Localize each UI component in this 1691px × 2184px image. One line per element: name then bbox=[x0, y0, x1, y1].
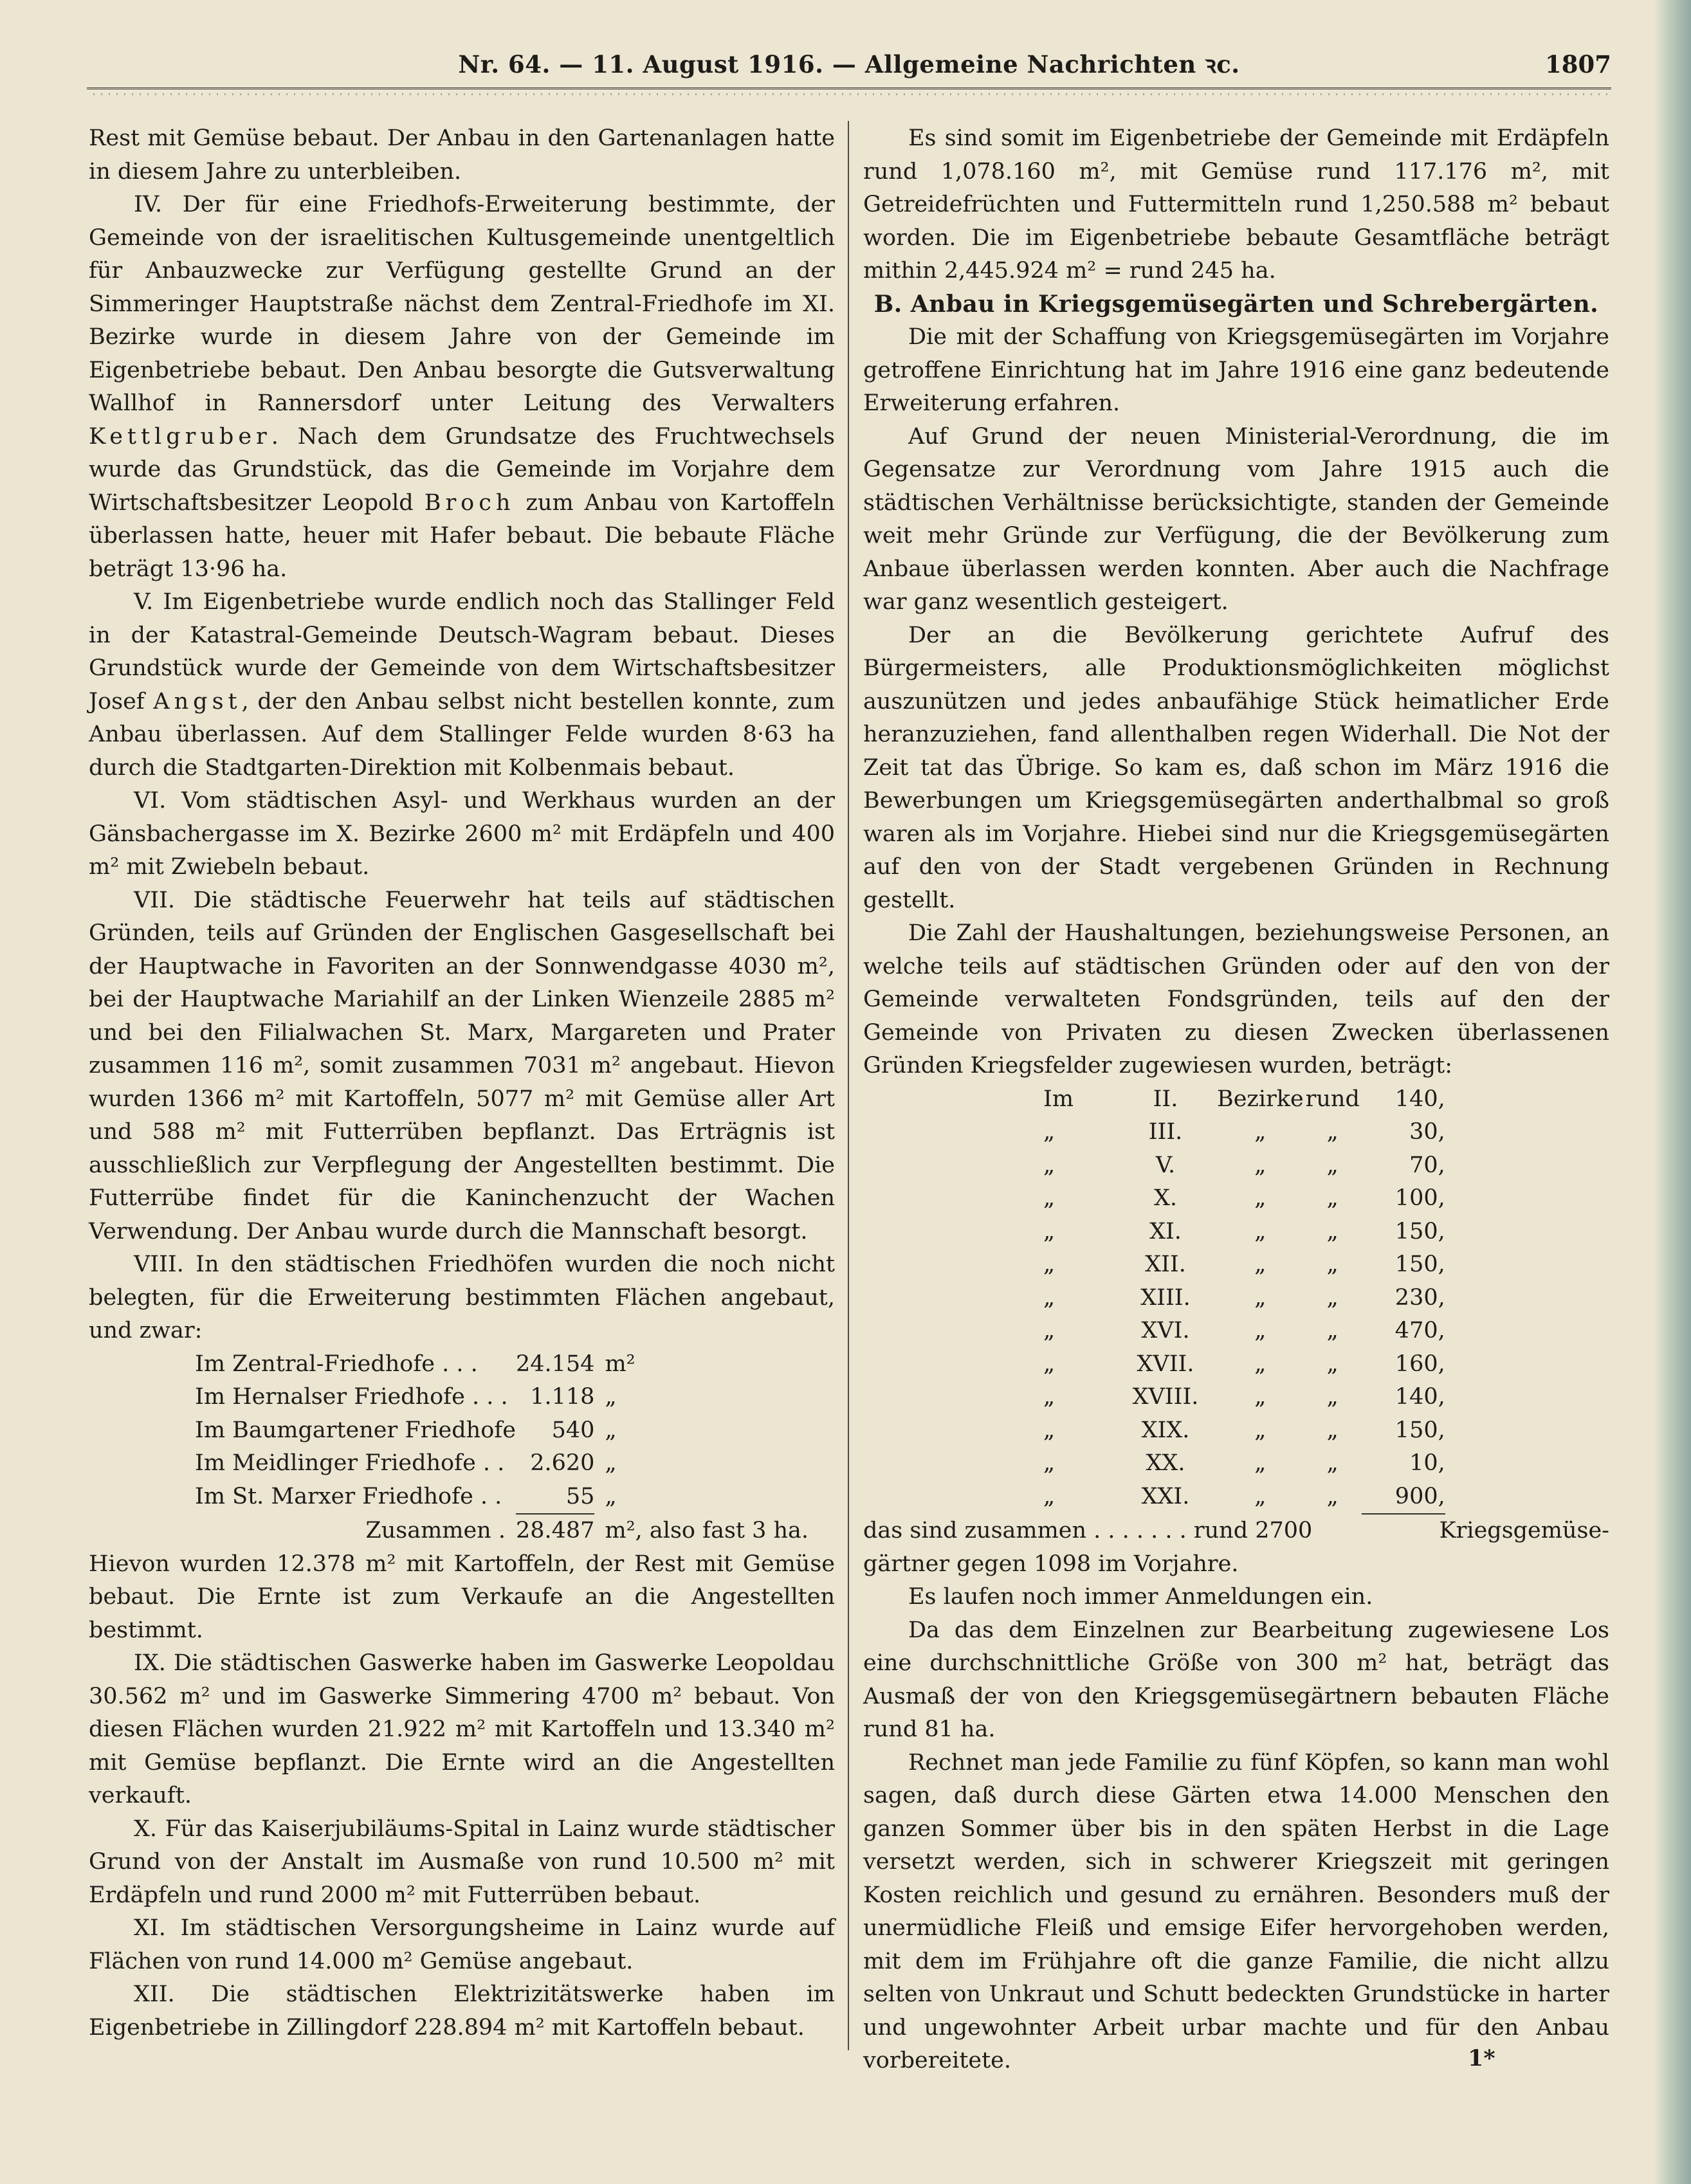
paragraph-vii: VII. Die städtische Feuerwehr hat teils auf städtischen Gründen, teils auf Gründen der Englischen Gasgesellschaft bei der Hauptwache in Favoriten an der Sonnwendgasse 4030 m², bei der Hauptwache Mariahilf an der Linken Wienzeile 2885 m² und bei den Filialwachen St. Marx, Margareten und Prater zusammen 116 m², somit zusammen 7031 m² angebaut. Hievon wurden 1366 m² mit Kartoffeln, 5077 m² mit Gemüse aller Art und 588 m² mit Futterrüben bepflanzt. Das Erträgnis ist ausschließlich zur Verpflegung der Angestellten bestimmt. Die Futterrübe findet für die Kaninchenzucht der Wachen Verwendung. Der Anbau wurde durch die Mannschaft besorgt. bbox=[89, 887, 835, 1244]
paragraph: Da das dem Einzelnen zur Bearbeitung zugewiesene Los eine durchschnittliche Größe von 300 m² hat, beträgt das Ausmaß der von den Kriegsgemüsegärtnern bebauten Fläche rund 81 ha. bbox=[863, 1617, 1609, 1742]
person-name: Angst bbox=[153, 688, 242, 714]
table-row: „ XI. „ „ 150, bbox=[1043, 1218, 1445, 1244]
header-rule bbox=[87, 87, 1611, 96]
sum-line bbox=[863, 1515, 1609, 1548]
paragraph: Es sind somit im Eigenbetriebe der Gemeinde mit Erdäpfeln rund 1,078.160 m², mit Gemüse rund 117.176 m², mit Getreidefrüchten und Futtermitteln rund 1,250.588 m² bebaut worden. Die im Eigenbetriebe bebaute Gesamtfläche beträgt mithin 2,445.924 m² = rund 245 ha. bbox=[863, 125, 1609, 284]
table-row: „ XVIII. „ „ 140, bbox=[1043, 1384, 1445, 1410]
friedhof-table bbox=[195, 1348, 809, 1548]
paragraph: Es laufen noch immer Anmeldungen ein. bbox=[908, 1584, 1373, 1610]
paragraph-xi: XI. Im städtischen Versorgungsheime in Lainz wurde auf Flächen von rund 14.000 m² Gemüse angebaut. bbox=[89, 1915, 835, 1974]
table-row: Im II. Bezirke rund 140, bbox=[1043, 1086, 1445, 1112]
table-row: Im Zentral-Friedhofe . . . 24.154 m² bbox=[195, 1351, 635, 1377]
sum-text: das sind zusammen . . . . . . . rund 2700 bbox=[863, 1518, 1313, 1543]
paragraph: Auf Grund der neuen Ministerial-Verordnung, die im Gegensatze zur Verordnung vom Jahre 1915 auch die städtischen Verhältnisse berücksichtigte, standen der Gemeinde weit mehr Gründe zur Verfügung, die der Bevölkerung zum Anbaue überlassen werden konnten. Aber auch die Nachfrage war ganz wesentlich gesteigert. bbox=[863, 423, 1609, 615]
paragraph-v: V. Im Eigenbetriebe wurde endlich noch das Stallinger Feld in der Katastral-Gemeinde Deutsch-Wagram bebaut. Dieses Grundstück wurde der Gemeinde von dem Wirtschaftsbesitzer Josef Angst, der den Anbau selbst nicht bestellen konnte, zum Anbau überlassen. Auf dem Stallinger Felde wurden 8·63 ha durch die Stadtgarten-Direktion mit Kolbenmais bebaut. bbox=[89, 589, 835, 781]
section-heading: B. Anbau in Kriegsgemüsegärten und Schrebergärten. bbox=[873, 290, 1599, 318]
table-row: „ XVII. „ „ 160, bbox=[1043, 1351, 1445, 1377]
paragraph: Rest mit Gemüse bebaut. Der Anbau in den Gartenanlagen hatte in diesem Jahre zu unterbleiben. bbox=[89, 125, 835, 185]
table-row: „ XXI. „ „ 900, bbox=[1043, 1480, 1445, 1515]
page-header bbox=[87, 48, 1611, 80]
paragraph: Die mit der Schaffung von Kriegsgemüsegärten im Vorjahre getroffene Einrichtung hat im Jahre 1916 eine ganz bedeutende Erweiterung erfahren. bbox=[863, 324, 1609, 416]
paragraph-x: X. Für das Kaiserjubiläums-Spital in Lainz wurde städtischer Grund von der Anstalt im Ausmaße von rund 10.500 m² mit Erdäpfeln und rund 2000 m² mit Futterrüben bebaut. bbox=[89, 1815, 835, 1908]
header-title: Nr. 64. — 11. August 1916. — Allgemeine Nachrichten ꝛc. bbox=[458, 50, 1240, 78]
paragraph: Rechnet man jede Familie zu fünf Köpfen, so kann man wohl sagen, daß durch diese Gärten etwa 14.000 Menschen den ganzen Sommer über bis in den späten Herbst in die Lage versetzt werden, sich in schwerer Kriegszeit mit geringen Kosten reichlich und gesund zu ernähren. Besonders muß der unermüdliche Fleiß und emsige Eifer hervorgehoben werden, mit dem im Frühjahre oft die ganze Familie, die nicht allzu selten von Unkraut und Schutt bedeckten Grundstücke in harter und ungewohnter Arbeit urbar machte und für den Anbau vorbereitete. bbox=[863, 1749, 1609, 2073]
paragraph-xii: XII. Die städtischen Elektrizitätswerke haben im Eigenbetriebe in Zillingdorf 228.894 m² mit Kartoffeln bebaut. bbox=[89, 1981, 835, 2041]
paragraph: Der an die Bevölkerung gerichtete Aufruf des Bürgermeisters, alle Produktionsmöglichkeiten möglichst auszunützen und jedes anbaufähige Stück heimatlicher Erde heranzuziehen, fand allenthalben regen Widerhall. Die Not der Zeit tat das Übrige. So kam es, daß schon im März 1916 die Bewerbungen um Kriegsgemüsegärten anderthalbmal so groß waren als im Vorjahre. Hiebei sind nur die Kriegsgemüsegärten auf den von der Stadt vergebenen Gründen in Rechnung gestellt. bbox=[863, 622, 1609, 913]
table-row: „ V. „ „ 70, bbox=[1043, 1152, 1445, 1178]
paragraph-viii: VIII. In den städtischen Friedhöfen wurden die noch nicht belegten, für die Erweiterung bestimmten Flächen angebaut, und zwar: bbox=[89, 1251, 835, 1343]
signature-mark: 1* bbox=[1468, 2045, 1495, 2071]
paragraph-vi: VI. Vom städtischen Asyl- und Werkhaus wurden an der Gänsbachergasse im X. Bezirke 2600 m² mit Erdäpfeln und 400 m² mit Zwiebeln bebaut. bbox=[89, 788, 835, 880]
table-row: „ XX. „ „ 10, bbox=[1043, 1450, 1445, 1476]
right-column bbox=[863, 122, 1609, 2078]
table-row: Im Hernalser Friedhofe . . . 1.118 „ bbox=[195, 1384, 617, 1410]
table-sum-row: Zusammen . 28.487 m², also fast 3 ha. bbox=[195, 1514, 809, 1548]
person-name: Kettlgruber bbox=[89, 423, 271, 450]
table-row: „ X. „ „ 100, bbox=[1043, 1185, 1445, 1211]
page-number: 1807 bbox=[1545, 50, 1611, 78]
table-row: „ XVI. „ „ 470, bbox=[1043, 1318, 1445, 1343]
table-row: „ III. „ „ 30, bbox=[1043, 1119, 1445, 1145]
paragraph: Die Zahl der Haushaltungen, beziehungsweise Personen, an welche teils auf städtischen Gründen oder auf den von der Gemeinde verwalteten Fondsgründen, teils auf den der Gemeinde von Privaten zu diesen Zwecken überlassenen Gründen Kriegsfelder zugewiesen wurden, beträgt: bbox=[863, 920, 1609, 1078]
table-row: „ XII. „ „ 150, bbox=[1043, 1251, 1445, 1277]
person-name: Broch bbox=[424, 489, 515, 516]
paragraph: gärtner gegen 1098 im Vorjahre. bbox=[863, 1551, 1239, 1577]
table-row: Im St. Marxer Friedhofe . . 55 „ bbox=[195, 1483, 617, 1509]
paragraph: Hievon wurden 12.378 m² mit Kartoffeln, der Rest mit Gemüse bebaut. Die Ernte ist zum Verkaufe an die Angestellten bestimmt. bbox=[89, 1551, 835, 1643]
column-divider bbox=[848, 121, 849, 2050]
table-row: Im Baumgartener Friedhofe 540 „ bbox=[195, 1417, 617, 1443]
bezirke-table bbox=[1043, 1083, 1445, 1515]
sum-text-end: Kriegsgemüse- bbox=[1439, 1518, 1609, 1543]
paragraph-ix: IX. Die städtischen Gaswerke haben im Gaswerke Leopoldau 30.562 m² und im Gaswerke Simmering 4700 m² bebaut. Von diesen Flächen wurden 21.922 m² mit Kartoffeln und 13.340 m² mit Gemüse bepflanzt. Die Ernte wird an die Angestellten verkauft. bbox=[89, 1650, 835, 1808]
table-row: „ XIX. „ „ 150, bbox=[1043, 1417, 1445, 1443]
table-row: „ XIII. „ „ 230, bbox=[1043, 1284, 1445, 1311]
table-row: Im Meidlinger Friedhofe . . 2.620 „ bbox=[195, 1450, 617, 1476]
left-column bbox=[89, 122, 835, 2044]
paragraph-iv: IV. Der für eine Friedhofs-Erweiterung bestimmte, der Gemeinde von der israelitischen Kultusgemeinde unentgeltlich für Anbauzwecke zur Verfügung gestellte Grund an der Simmeringer Hauptstraße nächst dem Zentral-Friedhofe im XI. Bezirke wurde in diesem Jahre von der Gemeinde im Eigenbetriebe bebaut. Den Anbau besorgte die Gutsverwaltung Wallhof in Rannersdorf unter Leitung des Verwalters Kettlgruber. Nach dem Grundsatze des Fruchtwechsels wurde das Grundstück, das die Gemeinde im Vorjahre dem Wirtschaftsbesitzer Leopold Broch zum Anbau von Kartoffeln überlassen hatte, heuer mit Hafer bebaut. Die bebaute Fläche beträgt 13·96 ha. bbox=[89, 192, 835, 582]
